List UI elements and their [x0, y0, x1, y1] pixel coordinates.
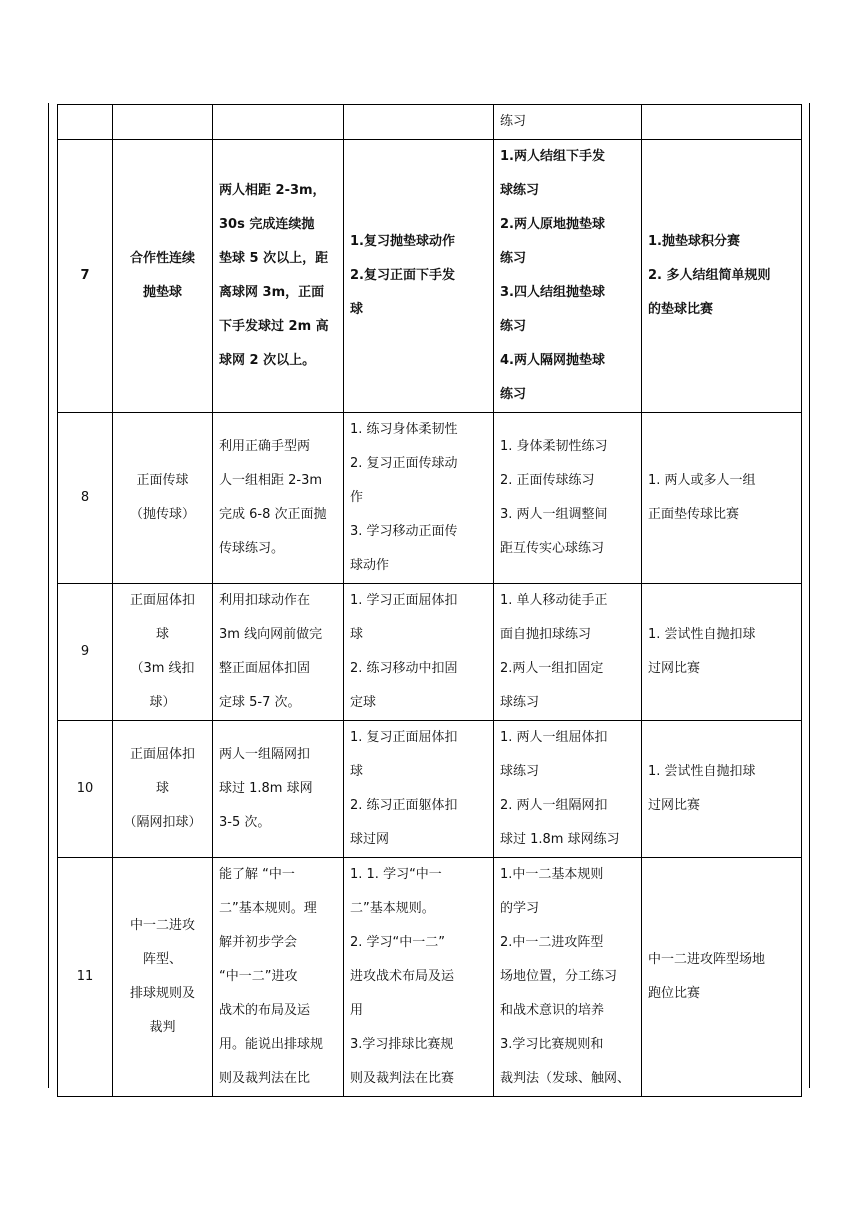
- cell-line: 2.两人一组扣固定: [500, 661, 604, 676]
- cell-line: 正面传球: [136, 473, 189, 488]
- cell-line: 3.学习排球比赛规: [350, 1037, 454, 1052]
- table-row: [58, 413, 802, 584]
- cell-line: 练习: [500, 387, 527, 402]
- cell-line: 跑位比赛: [648, 986, 701, 1001]
- cell-line: 1. 练习身体柔韧性: [350, 422, 458, 437]
- cell-line: 进攻战术布局及运: [350, 969, 455, 984]
- objective-cell: [213, 584, 344, 721]
- cell-line: 球过 1.8m 球网练习: [500, 832, 620, 847]
- cell-line: 1.中一二基本规则: [500, 867, 604, 882]
- cell-line: 1. 两人或多人一组: [648, 473, 756, 488]
- lesson-number-cell: 7: [58, 140, 113, 413]
- cell-line: 1. 尝试性自抛扣球: [648, 764, 756, 779]
- review-cell: [344, 413, 494, 584]
- cell-line: 二”基本规则。: [350, 901, 435, 916]
- table-row: [58, 105, 802, 140]
- topic-cell: [113, 584, 213, 721]
- cell-line: 3.学习比赛规则和: [500, 1037, 604, 1052]
- topic-cell: [113, 105, 213, 140]
- cell-line: 则及裁判法在比: [219, 1071, 311, 1086]
- lesson-plan-table: [57, 104, 802, 1097]
- lesson-number-cell: 9: [58, 584, 113, 721]
- cell-line: 整正面屈体扣固: [219, 661, 311, 676]
- topic-cell: [113, 721, 213, 858]
- cell-line: 4.两人隔网抛垫球: [500, 353, 605, 368]
- table-row: [58, 140, 802, 413]
- cell-line: 的学习: [500, 901, 540, 916]
- cell-line: 垫球 5 次以上，距: [219, 251, 329, 266]
- cell-line: 球: [350, 627, 364, 642]
- cell-line: 和战术意识的培养: [500, 1003, 605, 1018]
- table-row: [58, 721, 802, 858]
- review-cell: [344, 721, 494, 858]
- cell-line: 练习: [500, 319, 527, 334]
- cell-line: 球: [155, 627, 169, 642]
- practice-cell: [494, 721, 642, 858]
- cell-line: （隔网扣球）: [123, 815, 202, 830]
- cell-line: 1. 身体柔韧性练习: [500, 439, 608, 454]
- cell-line: “中一二”进攻: [219, 969, 298, 984]
- cell-line: 中一二进攻阵型场地: [648, 952, 766, 967]
- cell-line: 2. 复习正面传球动: [350, 456, 458, 471]
- cell-line: （抛传球）: [129, 507, 195, 522]
- cell-line: 1. 复习正面屈体扣: [350, 730, 458, 745]
- cell-line: 球: [155, 781, 169, 796]
- cell-line: 1.复习抛垫球动作: [350, 234, 455, 249]
- cell-line: 2. 多人结组简单规则: [648, 268, 771, 283]
- cell-line: 练习: [500, 251, 527, 266]
- cell-line: 球练习: [500, 183, 540, 198]
- cell-line: 两人一组隔网扣: [219, 747, 311, 762]
- cell-line: 1.抛垫球积分赛: [648, 234, 740, 249]
- cell-line: 球动作: [350, 558, 390, 573]
- cell-line: 球过 1.8m 球网: [219, 781, 313, 796]
- objective-cell: [213, 413, 344, 584]
- cell-line: 则及裁判法在比赛: [350, 1071, 455, 1086]
- cell-line: 用: [350, 1003, 364, 1018]
- cell-line: 过网比赛: [648, 661, 701, 676]
- cell-line: 过网比赛: [648, 798, 701, 813]
- cell-line: 利用正确手型两: [219, 439, 311, 454]
- practice-cell: [494, 584, 642, 721]
- lesson-number-cell: [58, 105, 113, 140]
- cell-line: 3-5 次。: [219, 815, 271, 830]
- cell-line: 人一组相距 2-3m: [219, 473, 323, 488]
- cell-line: 球过网: [350, 832, 390, 847]
- objective-cell: [213, 721, 344, 858]
- topic-cell: [113, 413, 213, 584]
- game-cell: [642, 413, 802, 584]
- cell-line: 距互传实心球练习: [500, 541, 605, 556]
- cell-line: 30s 完成连续抛: [219, 217, 315, 232]
- cell-line: 完成 6-8 次正面抛: [219, 507, 327, 522]
- cell-line: 中一二进攻: [129, 918, 195, 933]
- lesson-number-cell: 8: [58, 413, 113, 584]
- objective-cell: [213, 105, 344, 140]
- cell-line: 练习: [500, 114, 527, 129]
- cell-line: 球练习: [500, 764, 540, 779]
- game-cell: [642, 140, 802, 413]
- review-cell: [344, 858, 494, 1097]
- review-cell: [344, 140, 494, 413]
- cell-line: 抛垫球: [142, 285, 182, 300]
- cell-line: 作: [350, 490, 364, 505]
- cell-line: 解并初步学会: [219, 935, 298, 950]
- cell-line: 1. 1. 学习“中一: [350, 867, 442, 882]
- cell-line: 2.复习正面下手发: [350, 268, 455, 283]
- cell-line: 正面屈体扣: [129, 747, 195, 762]
- game-cell: [642, 584, 802, 721]
- lesson-number-cell: 11: [58, 858, 113, 1097]
- cell-line: 球: [350, 302, 364, 317]
- cell-line: 球网 2 次以上。: [219, 353, 316, 368]
- cell-line: 2. 练习移动中扣固: [350, 661, 458, 676]
- cell-line: 的垫球比赛: [648, 302, 714, 317]
- cell-line: 合作性连续: [129, 251, 195, 266]
- cell-line: 1. 尝试性自抛扣球: [648, 627, 756, 642]
- game-cell: [642, 105, 802, 140]
- cell-line: 1.两人结组下手发: [500, 149, 605, 164]
- cell-line: 1. 学习正面屈体扣: [350, 593, 458, 608]
- cell-line: 正面屈体扣: [129, 593, 195, 608]
- cell-line: 二”基本规则。理: [219, 901, 317, 916]
- cell-line: 3.四人结组抛垫球: [500, 285, 605, 300]
- cell-line: 2. 正面传球练习: [500, 473, 595, 488]
- cell-line: 2. 学习“中一二”: [350, 935, 446, 950]
- cell-line: 传球练习。: [219, 541, 285, 556]
- cell-line: 定球 5-7 次。: [219, 695, 301, 710]
- cell-line: 球: [350, 764, 364, 779]
- review-cell: [344, 584, 494, 721]
- cell-line: 面自抛扣球练习: [500, 627, 592, 642]
- topic-cell: [113, 858, 213, 1097]
- cell-line: 2.两人原地抛垫球: [500, 217, 605, 232]
- cell-line: 1. 单人移动徒手正: [500, 593, 608, 608]
- cell-line: 两人相距 2-3m，: [219, 183, 326, 198]
- cell-line: 球练习: [500, 695, 540, 710]
- game-cell: [642, 721, 802, 858]
- table-row: [58, 858, 802, 1097]
- practice-cell: [494, 413, 642, 584]
- objective-cell: [213, 140, 344, 413]
- practice-cell: [494, 105, 642, 140]
- cell-line: 离球网 3m，正面: [219, 285, 325, 300]
- cell-line: 裁判: [149, 1020, 176, 1035]
- cell-line: 下手发球过 2m 高: [219, 319, 329, 334]
- cell-line: 战术的布局及运: [219, 1003, 311, 1018]
- cell-line: 能了解 “中一: [219, 867, 295, 882]
- cell-line: 利用扣球动作在: [219, 593, 311, 608]
- cell-line: 1. 两人一组屈体扣: [500, 730, 608, 745]
- game-cell: [642, 858, 802, 1097]
- cell-line: 2.中一二进攻阵型: [500, 935, 604, 950]
- cell-line: 正面垫传球比赛: [648, 507, 740, 522]
- cell-line: 3. 学习移动正面传: [350, 524, 458, 539]
- review-cell: [344, 105, 494, 140]
- cell-line: 用。能说出排球规: [219, 1037, 324, 1052]
- objective-cell: [213, 858, 344, 1097]
- cell-line: 3. 两人一组调整间: [500, 507, 608, 522]
- cell-line: 裁判法（发球、触网、: [500, 1071, 631, 1086]
- cell-line: 排球规则及: [129, 986, 195, 1001]
- lesson-number-cell: 10: [58, 721, 113, 858]
- cell-line: 球）: [149, 695, 176, 710]
- practice-cell: [494, 140, 642, 413]
- cell-line: （3m 线扣: [130, 661, 195, 676]
- cell-line: 2. 练习正面躯体扣: [350, 798, 458, 813]
- cell-line: 2. 两人一组隔网扣: [500, 798, 608, 813]
- cell-line: 场地位置，分工练习: [500, 969, 618, 984]
- table-row: [58, 584, 802, 721]
- topic-cell: [113, 140, 213, 413]
- practice-cell: [494, 858, 642, 1097]
- table-body: [58, 105, 802, 1097]
- cell-line: 3m 线向网前做完: [219, 627, 323, 642]
- cell-line: 阵型、: [142, 952, 182, 967]
- cell-line: 定球: [350, 695, 377, 710]
